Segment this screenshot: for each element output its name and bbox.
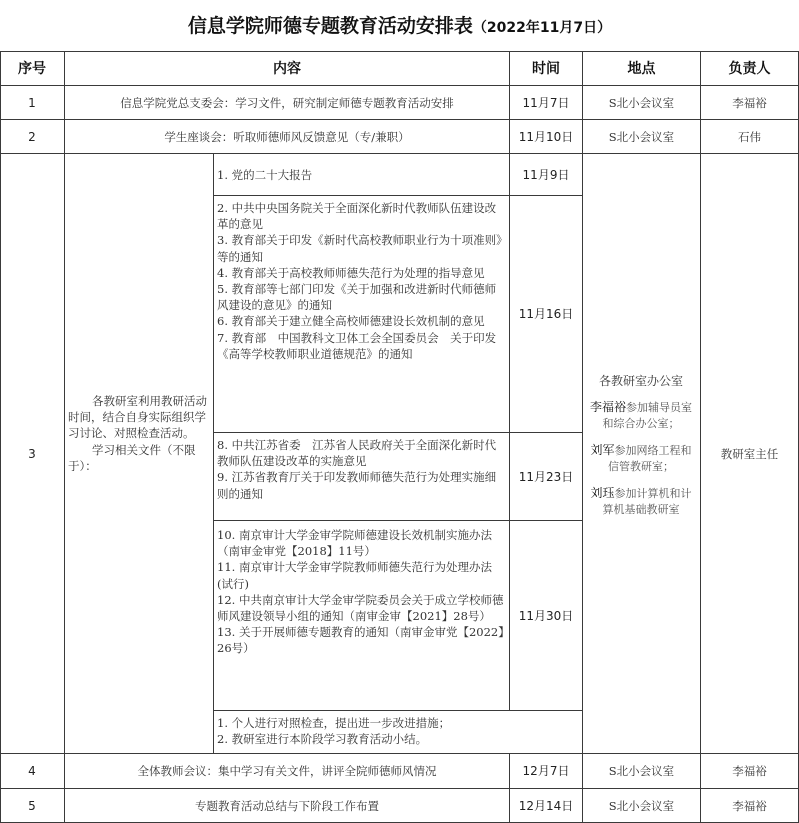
block-time: 11月30日 xyxy=(518,608,574,623)
header-no: 序号 xyxy=(18,60,46,77)
doc-list-block xyxy=(217,527,505,657)
doc-item: 4. 教育部关于高校教师师德失范行为处理的指导意见 xyxy=(217,265,485,280)
header-place: 地点 xyxy=(627,60,656,77)
row-person: 教研室主任 xyxy=(720,446,779,461)
block-time xyxy=(510,711,582,753)
row-content: 专题教育活动总结与下阶段工作布置 xyxy=(195,798,379,813)
doc-item: 11. 南京审计大学金审学院教师师德失范行为处理办法(试行) xyxy=(217,560,492,591)
block-time: 11月9日 xyxy=(522,167,570,182)
row-place: S北小会议室 xyxy=(608,129,675,144)
page-title: 信息学院师德专题教育活动安排表（2022年11月7日） xyxy=(187,15,612,37)
place-note xyxy=(586,485,696,518)
doc-list-block xyxy=(217,167,505,183)
doc-item: 5. 教育部等七部门印发《关于加强和改进新时代师德师风建设的意见》的通知 xyxy=(217,282,497,313)
summary-block xyxy=(217,715,505,747)
row-no: 1 xyxy=(28,95,36,110)
doc-item: 10. 南京审计大学金审学院师德建设长效机制实施办法（南审金审党【2018】11号） xyxy=(217,528,492,559)
row-time: 11月7日 xyxy=(522,95,570,110)
row-no: 4 xyxy=(28,764,36,778)
summary-item: 2. 教研室进行本阶段学习教育活动小结。 xyxy=(217,732,428,747)
note-text: 参加辅导员室和综合办公室； xyxy=(602,401,692,430)
note-person-name: 李福裕 xyxy=(589,400,626,414)
row3-desc-line: 学习相关文件（不限于）： xyxy=(68,442,196,473)
doc-list-block xyxy=(217,437,505,502)
place-title: 各教研室办公室 xyxy=(598,374,683,388)
header-time: 时间 xyxy=(532,60,560,77)
doc-item: 12. 中共南京审计大学金审学院委员会关于成立学校师德师风建设领导小组的通知（南审金审【2021】28号） xyxy=(217,592,504,624)
block-time: 11月16日 xyxy=(518,307,574,321)
block-time: 11月23日 xyxy=(518,469,574,484)
row-person: 李福裕 xyxy=(732,95,767,110)
row3-place xyxy=(586,373,696,528)
place-note xyxy=(586,442,696,475)
header-person: 负责人 xyxy=(728,60,771,77)
row-person: 李福裕 xyxy=(732,798,767,813)
doc-item: 13. 关于开展师德专题教育的通知（南审金审党【2022】26号） xyxy=(217,625,504,656)
row-time: 12月7日 xyxy=(522,764,570,778)
row-no: 5 xyxy=(28,798,36,813)
note-person-name: 刘珏 xyxy=(590,486,615,500)
row3-description xyxy=(68,393,210,474)
header-content: 内容 xyxy=(273,60,301,77)
row-content: 学生座谈会：听取师德师风反馈意见（专/兼职） xyxy=(164,129,410,144)
doc-item: 2. 中共中央国务院关于全面深化新时代教师队伍建设改革的意见 xyxy=(217,201,497,232)
doc-item: 8. 中共江苏省委 江苏省人民政府关于全面深化新时代教师队伍建设改革的实施意见 xyxy=(217,438,497,469)
note-person-name: 刘军 xyxy=(590,443,615,457)
row-place: S北小会议室 xyxy=(608,798,675,813)
doc-item: 6. 教育部关于建立健全高校师德建设长效机制的意见 xyxy=(217,314,485,329)
row-content: 全体教师会议：集中学习有关文件，讲评全院师德师风情况 xyxy=(137,764,437,778)
place-note xyxy=(586,399,696,432)
note-text: 参加计算机和计算机基础教研室 xyxy=(602,487,692,516)
note-text: 参加网络工程和信管教研室； xyxy=(608,444,692,473)
row-person: 李福裕 xyxy=(732,764,767,778)
row-no: 3 xyxy=(28,446,36,461)
summary-item: 1. 个人进行对照检查，提出进一步改进措施； xyxy=(217,716,451,730)
row3-desc-line: 各教研室利用教研活动时间，结合自身实际组织学习讨论、对照检查活动。 xyxy=(68,394,207,441)
doc-item: 9. 江苏省教育厅关于印发教师师德失范行为处理实施细则的通知 xyxy=(217,470,497,501)
row-time: 12月14日 xyxy=(518,798,574,813)
title-date: （2022年11月7日） xyxy=(472,20,612,36)
doc-item: 7. 教育部 中国教科文卫体工会全国委员会 关于印发《高等学校教师职业道德规范》的通知 xyxy=(217,330,497,361)
row-place: S北小会议室 xyxy=(608,95,675,110)
row-place: S北小会议室 xyxy=(608,764,675,778)
row-time: 11月10日 xyxy=(518,129,574,144)
doc-item: 3. 教育部关于印发《新时代高校教师职业行为十项准则》等的通知 xyxy=(217,233,502,264)
doc-list-block xyxy=(217,200,505,362)
row-no: 2 xyxy=(28,129,36,144)
row-content: 信息学院党总支委会：学习文件，研究制定师德专题教育活动安排 xyxy=(120,95,454,110)
row-person: 石伟 xyxy=(738,129,761,144)
doc-item: 1. 党的二十大报告 xyxy=(217,168,313,182)
